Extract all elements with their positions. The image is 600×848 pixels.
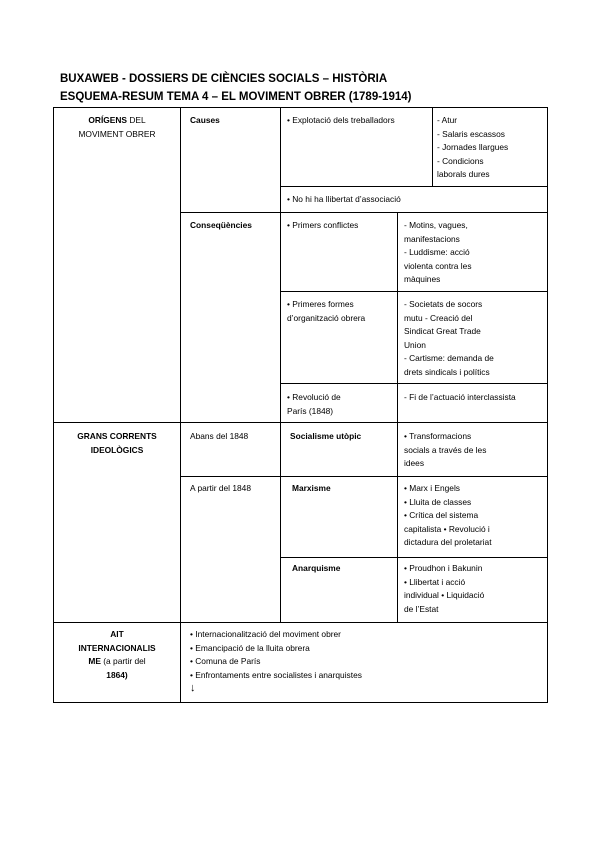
socialisme-utopic-label: Socialisme utòpic bbox=[290, 431, 362, 441]
llibertat-item: • No hi ha llibertat d’associació bbox=[287, 194, 401, 204]
down-arrow-icon: ↓ bbox=[190, 682, 196, 694]
anarquisme-label: Anarquisme bbox=[292, 563, 341, 573]
document-title-line1: BUXAWEB - DOSSIERS DE CIÈNCIES SOCIALS – HISTÒRIA bbox=[60, 73, 388, 85]
consequence-detail: - Societats de socors mutu - Creació del Sindicat Great Trade Union - Cartisme: demanda de drets sindicals i polítics bbox=[404, 299, 494, 377]
ait-points: • Internacionalització del moviment obrer • Emancipació de la lluita obrera • Comuna de París • Enfrontaments entre socialistes i anarquistes ↓ bbox=[190, 629, 362, 694]
document-title-line2: ESQUEMA-RESUM TEMA 4 – EL MOVIMENT OBRER (1789-1914) bbox=[60, 91, 412, 103]
section-corrents-title: GRANS CORRENTS IDEOLÒGICS bbox=[77, 431, 157, 455]
consequence-detail: - Fi de l’actuació interclassista bbox=[404, 392, 516, 402]
socialisme-utopic-points: • Transformacions socials a través de les idees bbox=[404, 431, 487, 468]
period-abans: Abans del 1848 bbox=[190, 431, 249, 441]
explotacio-item: • Explotació dels treballadors bbox=[287, 115, 395, 125]
marxisme-label: Marxisme bbox=[292, 483, 331, 493]
causes-label: Causes bbox=[190, 115, 220, 125]
consequence-detail: - Motins, vagues, manifestacions - Luddisme: acció violenta contra les màquines bbox=[404, 220, 472, 284]
consequence-item: • Revolució de París (1848) bbox=[287, 392, 341, 416]
causes-effects-list: - Atur - Salaris escassos - Jornades llargues - Condicions laborals dures bbox=[437, 115, 509, 179]
consequence-item: • Primeres formes d’organització obrera bbox=[287, 299, 366, 323]
consequencies-label: Conseqüències bbox=[190, 220, 252, 230]
consequence-item: • Primers conflictes bbox=[287, 220, 359, 230]
marxisme-points: • Marx i Engels • Lluita de classes • Crítica del sistema capitalista • Revolució i dictadura del proletariat bbox=[404, 483, 492, 547]
period-partir: A partir del 1848 bbox=[190, 483, 251, 493]
anarquisme-points: • Proudhon i Bakunin • Llibertat i acció individual • Liquidació de l’Estat bbox=[404, 563, 485, 614]
section-ait-title: AIT INTERNACIONALIS ME (a partir del 1864) bbox=[78, 629, 156, 680]
section-origens-title: ORÍGENS DEL MOVIMENT OBRER bbox=[78, 115, 156, 139]
